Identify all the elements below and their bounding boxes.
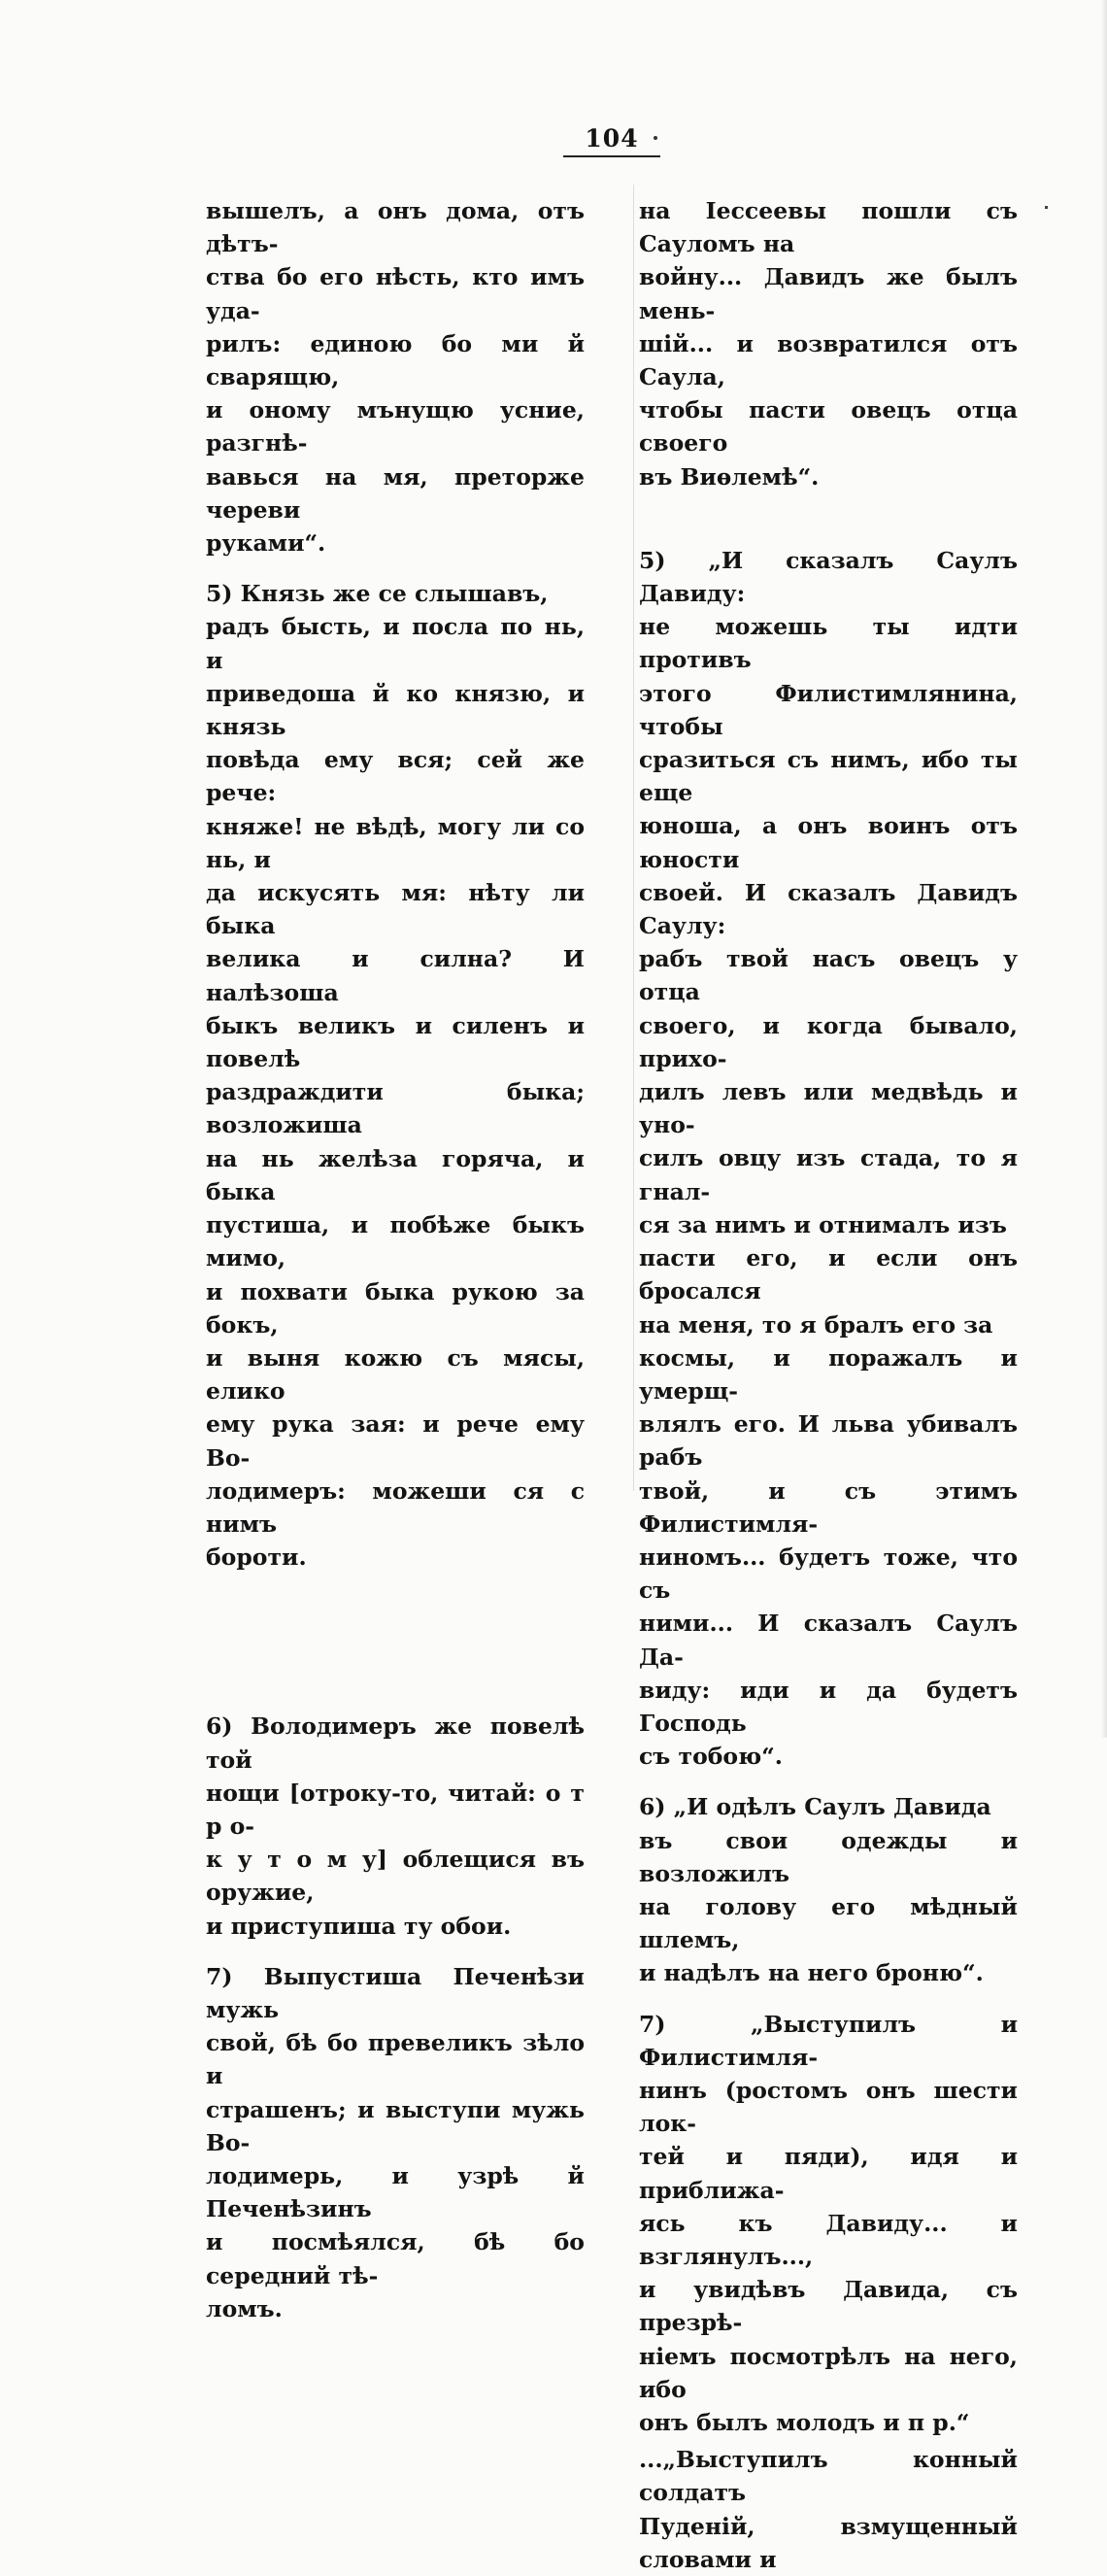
text-line: ними... И сказалъ Саулъ Да- [639, 1610, 1018, 1671]
paragraph [206, 194, 585, 559]
text-line: вавься на мя, преторже череви [206, 462, 585, 524]
text-line: и выня кожю съ мясы, елико [206, 1343, 585, 1406]
text-line: ломъ. [206, 2294, 283, 2322]
text-line: пасти его, и если онъ бросался [639, 1244, 1018, 1305]
text-line: твой, и съ этимъ Филистимля- [639, 1476, 1018, 1538]
text-line: 5) „И сказалъ Саулъ Давиду: [639, 546, 1018, 608]
right-column-russian [639, 194, 1018, 2576]
page-number: 104 [585, 124, 639, 153]
text-line: войну... Давидъ же былъ мень- [639, 263, 1018, 324]
text-line: и посмѣялся, бѣ бо середний тѣ- [206, 2228, 585, 2289]
text-line: повѣда ему вся; сей же рече: [206, 746, 585, 807]
text-line: силъ овцу изъ стада, то я гнал- [639, 1144, 1018, 1205]
text-line: ясь къ Давиду... и взглянулъ..., [639, 2209, 1018, 2270]
text-line: быкъ великъ и силенъ и повелѣ [206, 1011, 585, 1073]
text-line: 6) Володимеръ же повелѣ той [206, 1712, 585, 1774]
text-line: страшенъ; и выступи мужь Во- [206, 2095, 585, 2156]
text-line: ся за нимъ и отнималъ изъ [639, 1210, 1007, 1238]
text-line: ніемъ посмотрѣлъ на него, ибо [639, 2342, 1018, 2403]
paragraph [639, 544, 1018, 1774]
text-line: юноша, а онъ воинъ отъ юности [639, 812, 1018, 873]
text-line: и увидѣвъ Давида, съ презрѣ- [639, 2276, 1018, 2337]
paragraph [639, 2008, 1018, 2440]
page-edge-shadow [1101, 0, 1107, 1738]
text-line: к у т о м у] облещися въ оружие, [206, 1846, 585, 1907]
text-line: нощи [отроку-то, читай: о т р о- [206, 1779, 585, 1840]
column-gutter [633, 185, 634, 1491]
text-line: онъ былъ молодъ и п р.“ [639, 2409, 970, 2436]
text-line: на нь желѣза горяча, и быка [206, 1144, 585, 1205]
margin-mark [1045, 206, 1048, 209]
paragraph [639, 1790, 1018, 1989]
text-line: влялъ его. И льва убивалъ рабъ [639, 1410, 1018, 1472]
paragraph [206, 577, 585, 1574]
text-line: ...„Выступилъ конный солдатъ [639, 2446, 1018, 2507]
text-line: и похвати быка рукою за бокъ, [206, 1277, 585, 1339]
paragraph [206, 1960, 585, 2325]
text-line: не можешь ты идти противъ [639, 613, 1018, 674]
text-line: да искусять мя: нѣту ли быка [206, 879, 585, 940]
text-line: приведоша й ко князю, и князь [206, 679, 585, 741]
text-line: своей. И сказалъ Давидъ Саулу: [639, 878, 1018, 940]
paragraph [206, 1710, 585, 1942]
text-line: 5) Князь же се слышавъ, [206, 580, 549, 608]
text-line: Пуденій, взмущенный словами и [639, 2512, 1018, 2573]
text-line: радъ бысть, и посла по нь, и [206, 613, 585, 674]
text-line: 7) „Выступилъ и Филистимля- [639, 2010, 1018, 2071]
text-line: ему рука зая: и рече ему Во- [206, 1410, 585, 1472]
text-line: космы, и поражалъ и умерщ- [639, 1343, 1018, 1405]
text-line: тей и пяди), идя и приближа- [639, 2143, 1018, 2204]
text-line: съ тобою“. [639, 1743, 783, 1771]
text-line: своего, и когда бывало, прихо- [639, 1011, 1018, 1072]
paragraph [639, 194, 1018, 493]
text-line: ниномъ... будетъ тоже, что съ [639, 1542, 1018, 1605]
text-line: бороти. [206, 1543, 307, 1572]
text-line: велика и силна? И налѣзоша [206, 945, 585, 1006]
text-line: свой, бѣ бо превеликъ зѣло и [206, 2029, 585, 2090]
text-line: въ свои одежды и возложилъ [639, 1826, 1018, 1887]
text-line: вышелъ, а онъ дома, отъ дѣтъ- [206, 197, 585, 258]
text-line: на меня, то я бралъ его за [639, 1310, 993, 1339]
text-line: чтобы пасти овецъ отца своего [639, 396, 1018, 458]
text-line: пустиша, и побѣже быкъ мимо, [206, 1211, 585, 1272]
page-mark-dot [654, 136, 657, 140]
text-line: раздраждити быка; возложиша [206, 1078, 585, 1139]
text-line: сразиться съ нимъ, ибо ты еще [639, 746, 1018, 807]
text-line: дилъ левъ или медвѣдь и уно- [639, 1078, 1018, 1139]
text-line: нинъ (ростомъ онъ шести лок- [639, 2076, 1018, 2138]
text-line: и оному мънущю усние, разгнѣ- [206, 396, 585, 458]
text-line: лодимерь, и узрѣ й Печенѣзинъ [206, 2161, 585, 2223]
text-line: этого Филистимлянина, чтобы [639, 679, 1018, 740]
text-line: на Іессеевы пошли съ Сауломъ на [639, 197, 1018, 258]
text-line: шій... и возвратился отъ Саула, [639, 329, 1018, 391]
text-line: 6) „И одѣлъ Саулъ Давида [639, 1793, 991, 1821]
text-line: руками“. [206, 529, 326, 558]
paragraph [639, 2443, 1018, 2576]
text-line: въ Виѳлемѣ“. [639, 462, 820, 491]
text-line: рабъ твой насъ овецъ у отца [639, 945, 1018, 1006]
text-line: княже! не вѣдѣ, могу ли со нь, и [206, 812, 585, 873]
text-line: виду: иди и да будетъ Господь [639, 1676, 1018, 1737]
text-line: 7) Выпустиша Печенѣзи мужь [206, 1962, 585, 2023]
left-column-church-slavonic [206, 194, 585, 2325]
text-line: лодимеръ: можеши ся с нимъ [206, 1476, 585, 1538]
text-line: на голову его мѣдный шлемъ, [639, 1892, 1018, 1954]
text-line: рилъ: единою бо ми й сварящю, [206, 329, 585, 391]
page-number-rule [563, 155, 660, 157]
text-line: и приступиша ту обои. [206, 1912, 512, 1940]
text-line: и надѣлъ на него броню“. [639, 1959, 984, 1987]
text-line: ства бо его нѣсть, кто имъ уда- [206, 263, 585, 324]
